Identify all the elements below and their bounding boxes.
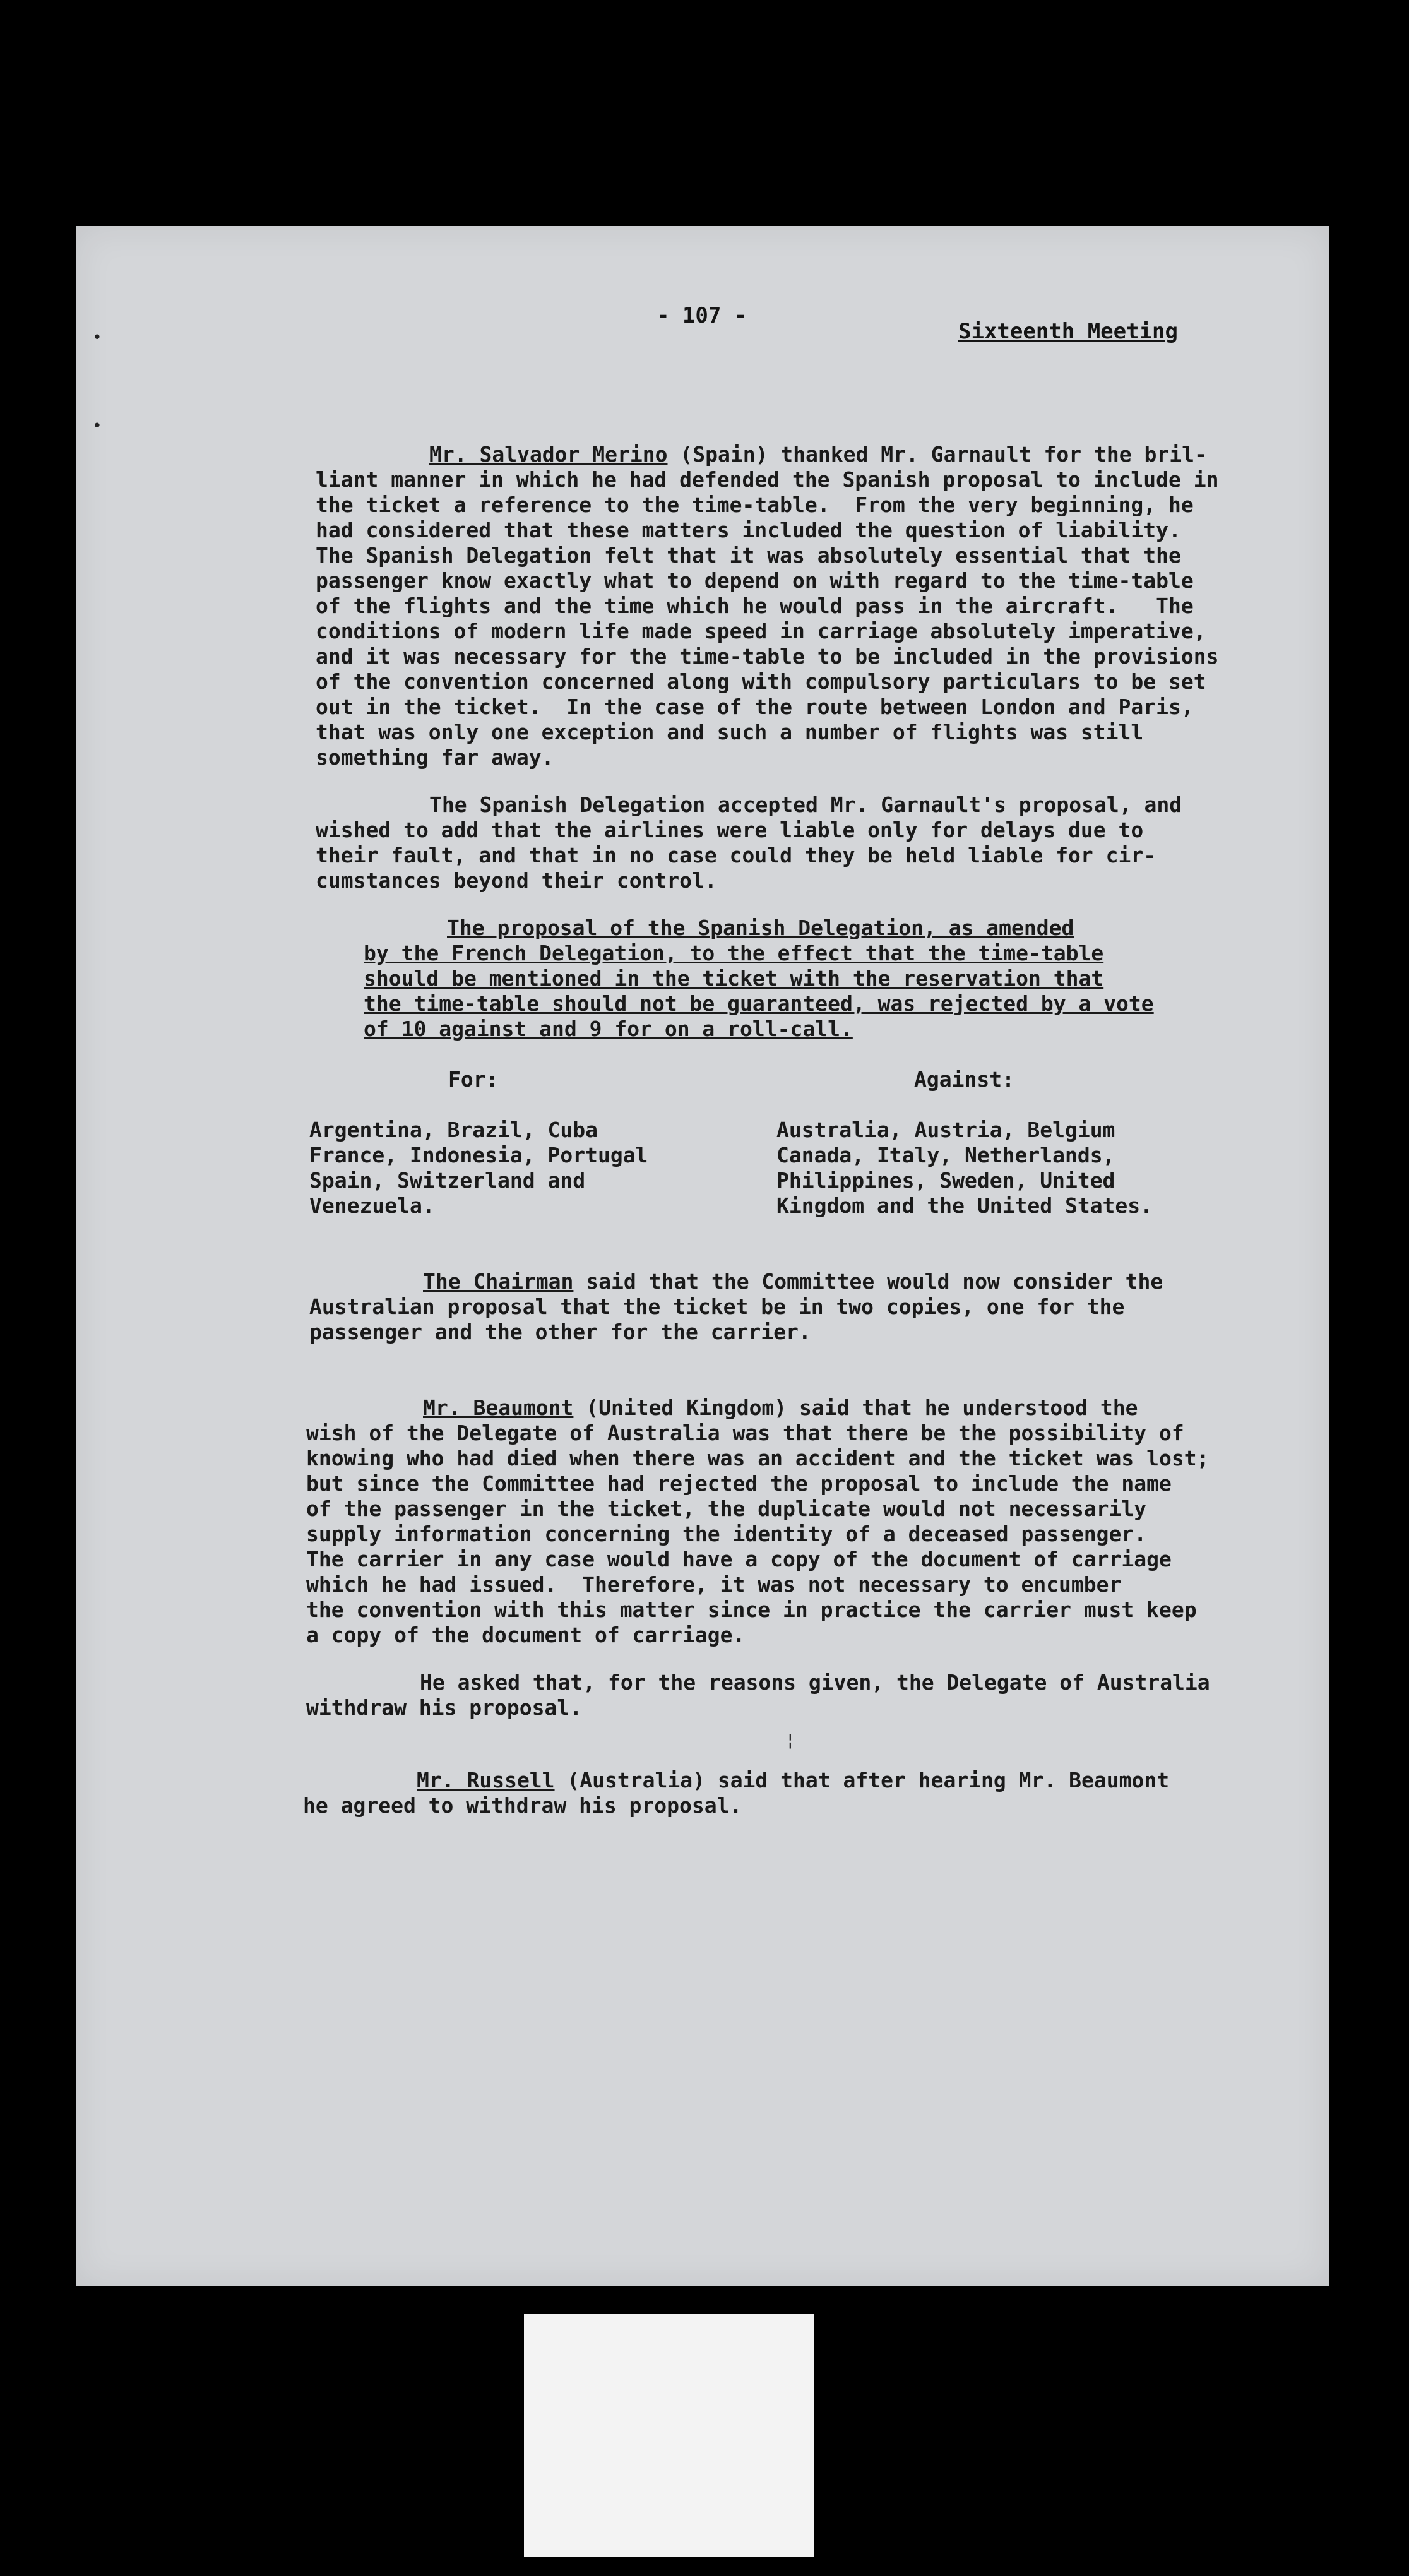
paragraph-line: their fault, and that in no case could they be held liable for cir- (316, 843, 1156, 868)
paragraph-line: knowing who had died when there was an accident and the ticket was lost; (306, 1446, 1210, 1470)
paragraph-line: wished to add that the airlines were liable only for delays due to (316, 818, 1144, 842)
paragraph-line: supply information concerning the identity of a deceased passenger. (306, 1522, 1147, 1546)
vote-against-label: Against: (914, 1067, 1014, 1092)
paragraph-line: the convention with this matter since in practice the carrier must keep (306, 1597, 1197, 1622)
margin-dot-icon: • (92, 417, 102, 436)
vote-for-line: Argentina, Brazil, Cuba (309, 1118, 598, 1142)
vote-for-label: For: (448, 1067, 499, 1092)
paragraph-line: Australian proposal that the ticket be in two copies, one for the (309, 1294, 1125, 1319)
paragraph-line: of the passenger in the ticket, the duplicate would not necessarily (306, 1496, 1147, 1521)
resolution-line: The proposal of the Spanish Delegation, as amended (447, 915, 1074, 940)
paragraph-line: of the flights and the time which he would pass in the aircraft. The (316, 593, 1194, 618)
paragraph-line: He asked that, for the reasons given, the Delegate of Australia (420, 1670, 1210, 1695)
paragraph-line: conditions of modern life made speed in carriage absolutely imperative, (316, 619, 1206, 643)
speaker-name: Mr. Russell (417, 1768, 555, 1792)
paragraph-line: something far away. (316, 745, 554, 770)
paragraph-line: but since the Committee had rejected the proposal to include the name (306, 1471, 1172, 1496)
blank-card (524, 2314, 814, 2557)
paragraph-line: Mr. Beaumont (United Kingdom) said that he understood the (423, 1395, 1138, 1420)
vote-for-line: France, Indonesia, Portugal (309, 1143, 648, 1167)
vote-against-line: Canada, Italy, Netherlands, (776, 1143, 1115, 1167)
paragraph-line: had considered that these matters included the question of liability. (316, 518, 1181, 542)
paragraph-line: The Spanish Delegation accepted Mr. Garnault's proposal, and (429, 792, 1182, 817)
vote-against-list (776, 1118, 1153, 1219)
paragraph-line: cumstances beyond their control. (316, 868, 717, 893)
paragraph-line: which he had issued. Therefore, it was not necessary to encumber (306, 1572, 1122, 1597)
resolution-line: should be mentioned in the ticket with the reservation that (364, 966, 1104, 991)
paragraph-line: he agreed to withdraw his proposal. (303, 1793, 742, 1818)
paragraph-line: the ticket a reference to the time-table. From the very beginning, he (316, 492, 1194, 517)
meeting-title: Sixteenth Meeting (958, 319, 1178, 344)
paragraph-line: passenger and the other for the carrier. (309, 1320, 811, 1344)
resolution-line: of 10 against and 9 for on a roll-call. (364, 1017, 853, 1041)
paragraph-line: The Chairman said that the Committee would now consider the (423, 1269, 1163, 1294)
paragraph-line: out in the ticket. In the case of the route between London and Paris, (316, 695, 1194, 719)
paragraph-line: a copy of the document of carriage. (306, 1623, 746, 1647)
vote-against-line: Philippines, Sweden, United (776, 1168, 1115, 1193)
paragraph-line: passenger know exactly what to depend on with regard to the time-table (316, 568, 1194, 593)
paragraph-line: wish of the Delegate of Australia was that there be the possibility of (306, 1421, 1184, 1445)
vote-against-line: Kingdom and the United States. (776, 1193, 1153, 1218)
vote-for-line: Spain, Switzerland and (309, 1168, 586, 1193)
speaker-name: Mr. Salvador Merino (429, 442, 668, 467)
paragraph-line: withdraw his proposal. (306, 1695, 583, 1720)
paragraph-line: and it was necessary for the time-table to be included in the provisions (316, 644, 1219, 669)
speaker-name: The Chairman (423, 1269, 574, 1294)
resolution-line: the time-table should not be guaranteed, was rejected by a vote (364, 991, 1154, 1016)
paragraph-line: liant manner in which he had defended the Spanish proposal to include in (316, 467, 1219, 492)
paragraph-line: Mr. Russell (Australia) said that after hearing Mr. Beaumont (417, 1768, 1170, 1792)
vote-against-line: Australia, Austria, Belgium (776, 1118, 1115, 1142)
resolution-line: by the French Delegation, to the effect that the time-table (364, 941, 1104, 965)
paragraph-line: that was only one exception and such a number of flights was still (316, 720, 1144, 744)
vote-for-list (309, 1118, 648, 1219)
margin-dot-icon: • (92, 328, 102, 347)
ink-mark-icon: ¦ (785, 1731, 795, 1750)
paragraph-line: of the convention concerned along with compulsory particulars to be set (316, 669, 1206, 694)
paragraph-line: The Spanish Delegation felt that it was absolutely essential that the (316, 543, 1181, 568)
paragraph-line: The carrier in any case would have a copy of the document of carriage (306, 1547, 1172, 1571)
speaker-name: Mr. Beaumont (423, 1395, 574, 1420)
paragraph-line: Mr. Salvador Merino (Spain) thanked Mr. Garnault for the bril- (429, 442, 1207, 467)
vote-for-line: Venezuela. (309, 1193, 435, 1218)
page-number: - 107 - (657, 303, 747, 328)
